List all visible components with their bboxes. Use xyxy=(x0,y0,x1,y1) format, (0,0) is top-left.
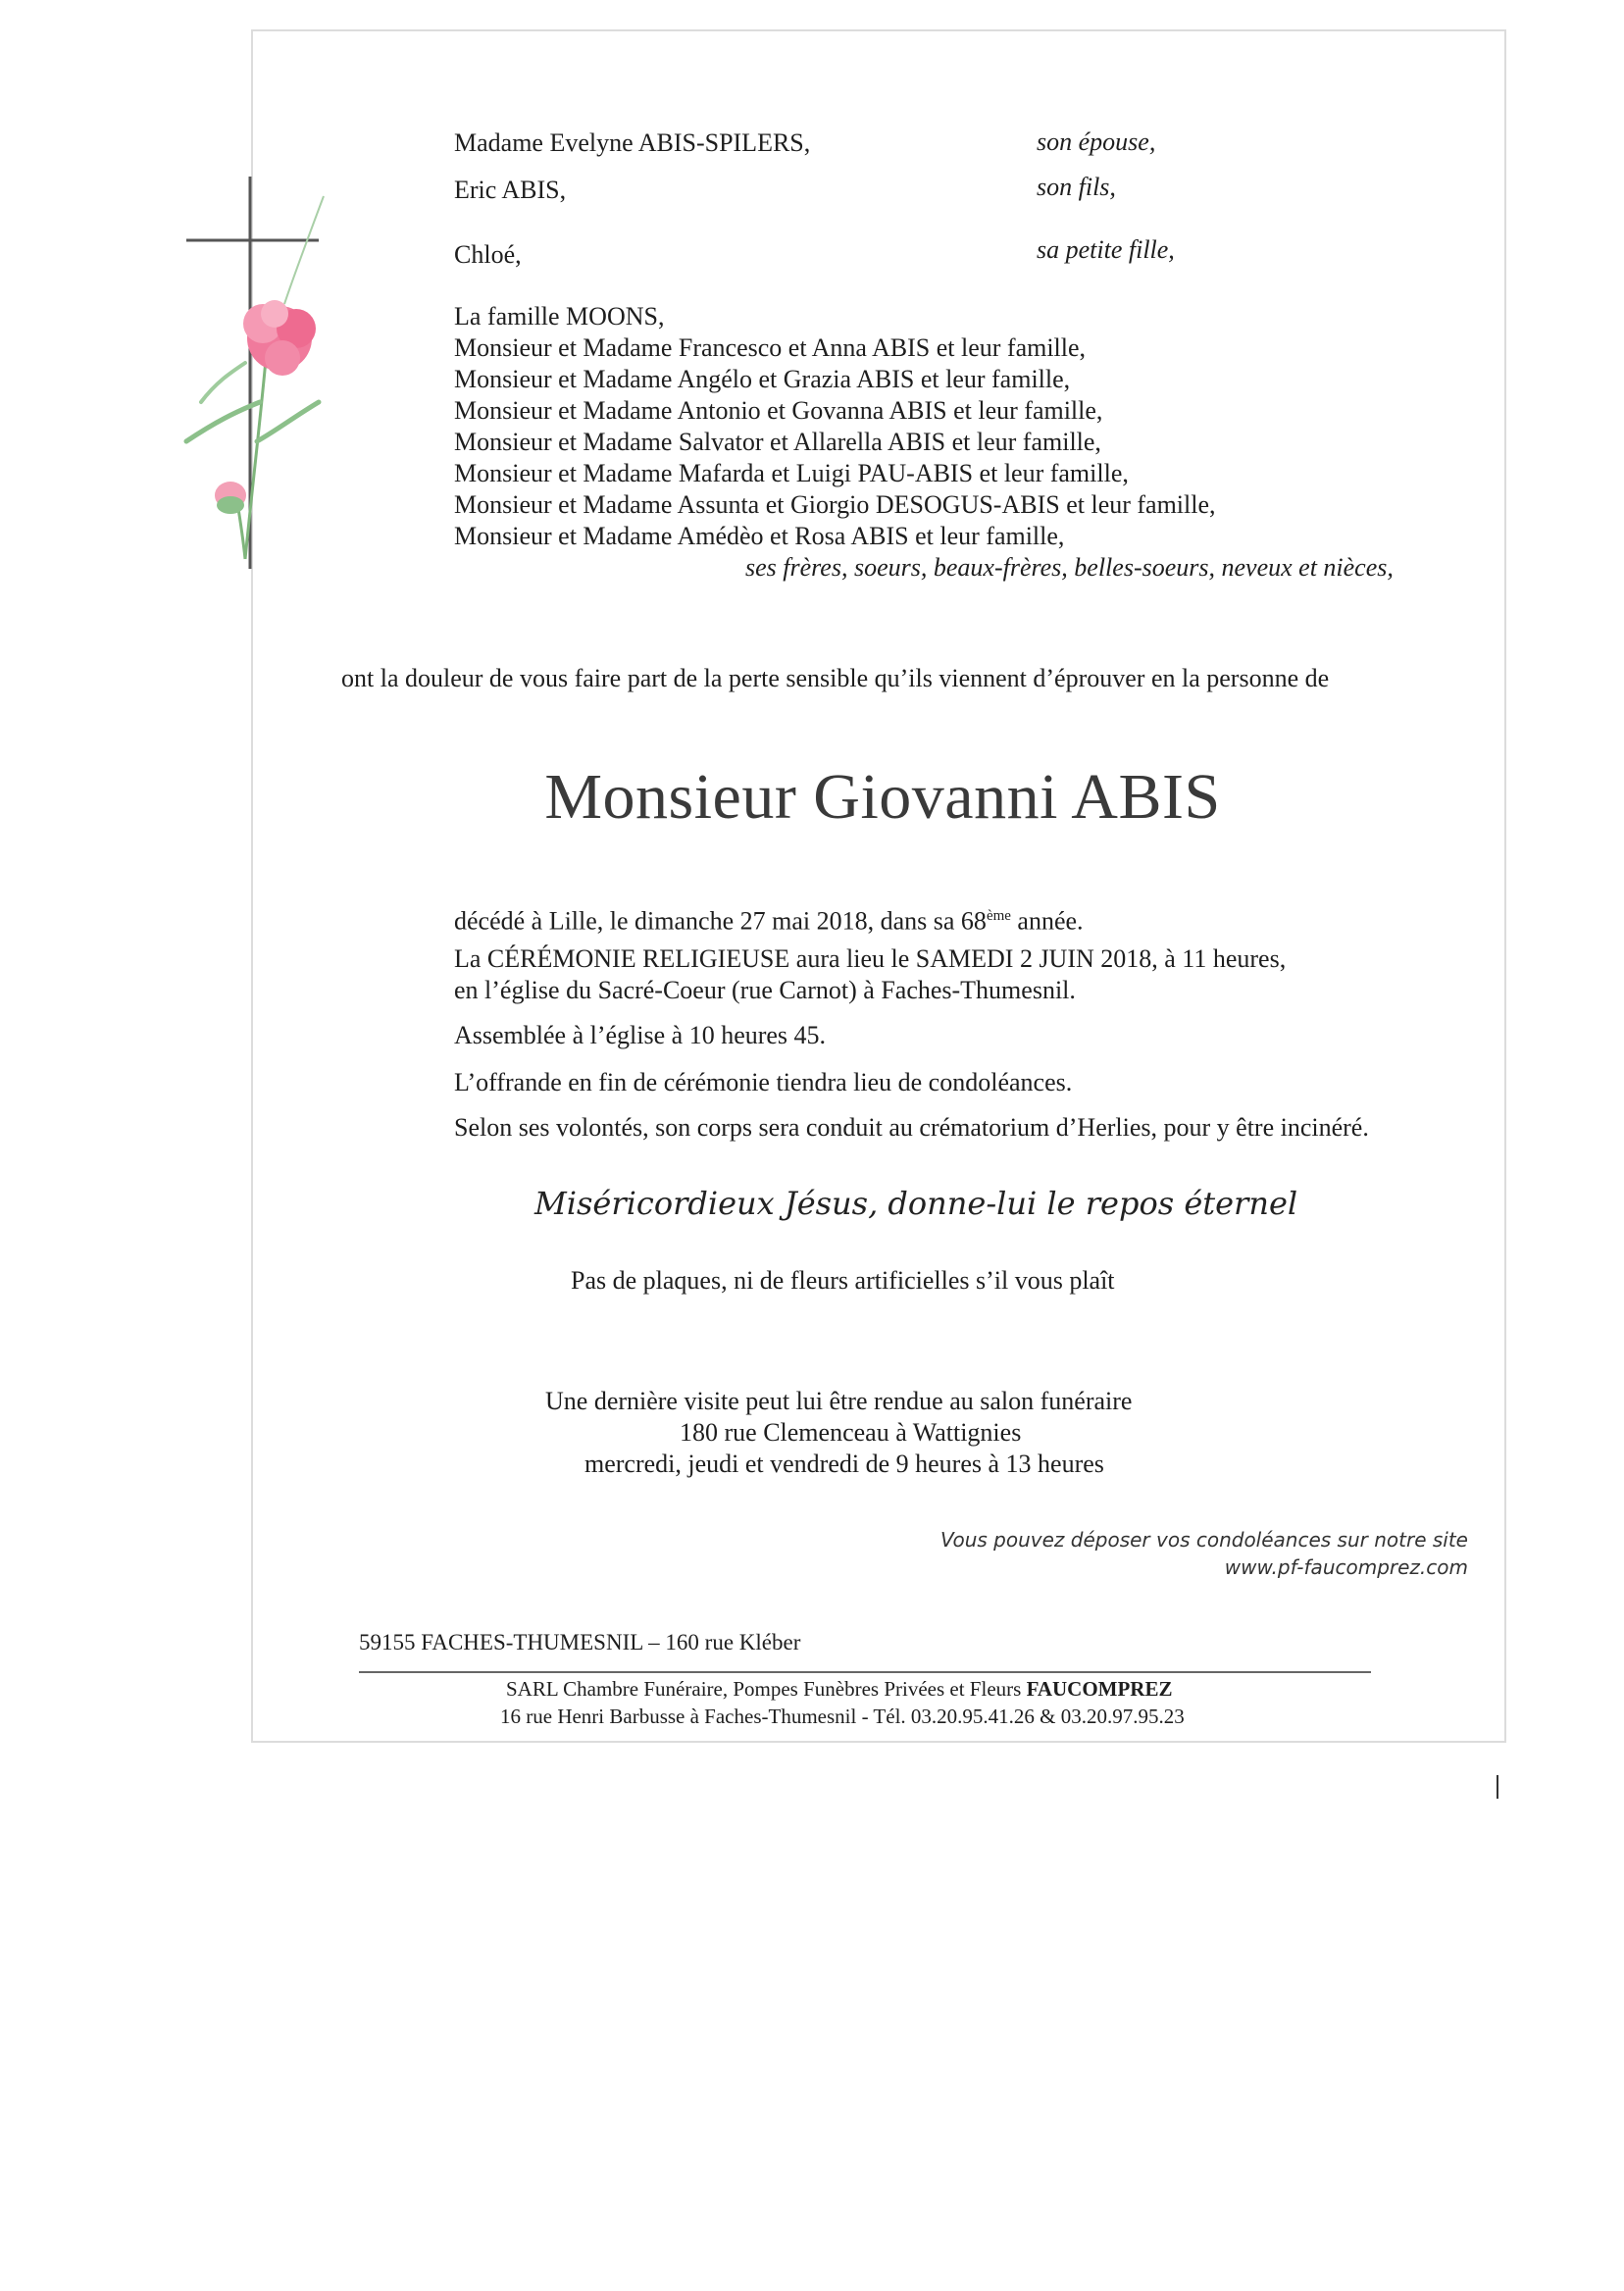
condolences-site-link[interactable]: www.pf-faucomprez.com xyxy=(1224,1555,1468,1579)
announcement: ont la douleur de vous faire part de la perte sensible qu’ils viennent d’éprouver en la personne de xyxy=(341,664,1330,692)
company-prefix: SARL Chambre Funéraire, Pompes Funèbres Privées et Fleurs xyxy=(506,1677,1027,1701)
page-frame xyxy=(251,29,1506,1743)
family-line: Monsieur et Madame Assunta et Giorgio DESOGUS-ABIS et leur famille, xyxy=(454,490,1216,519)
visit-line-2: 180 rue Clemenceau à Wattignies xyxy=(680,1418,1022,1447)
assembly-info: Assemblée à l’église à 10 heures 45. xyxy=(454,1021,827,1049)
cremation-info: Selon ses volontés, son corps sera conduit au crématorium d’Herlies, pour y être incinéré. xyxy=(454,1113,1369,1142)
death-prefix: décédé à Lille, le dimanche 27 mai 2018, dans sa 68 xyxy=(454,906,987,936)
granddaughter-role: sa petite fille, xyxy=(1037,235,1175,264)
spouse-role: son épouse, xyxy=(1037,127,1156,156)
family-list-role: ses frères, soeurs, beaux-frères, belles-soeurs, neveux et nièces, xyxy=(745,553,1394,582)
son-role: son fils, xyxy=(1037,173,1116,201)
prayer: Miséricordieux Jésus, donne-lui le repos éternel xyxy=(534,1185,1298,1222)
company-contact: 16 rue Henri Barbusse à Faches-Thumesnil - Tél. 03.20.95.41.26 & 03.20.97.95.23 xyxy=(500,1705,1185,1728)
condolences-text: Vous pouvez déposer vos condoléances sur notre site xyxy=(939,1528,1468,1552)
ceremony-line-1: La CÉRÉMONIE RELIGIEUSE aura lieu le SAMEDI 2 JUIN 2018, à 11 heures, xyxy=(454,944,1287,973)
family-line: La famille MOONS, xyxy=(454,302,665,331)
granddaughter-name: Chloé, xyxy=(454,240,522,269)
deceased-name: Monsieur Giovanni ABIS xyxy=(544,761,1221,833)
ceremony-line-2: en l’église du Sacré-Coeur (rue Carnot) à Faches-Thumesnil. xyxy=(454,976,1076,1004)
family-line: Monsieur et Madame Angélo et Grazia ABIS et leur famille, xyxy=(454,365,1071,393)
offering-info: L’offrande en fin de cérémonie tiendra lieu de condoléances. xyxy=(454,1068,1073,1096)
death-ordinal-sup: ème xyxy=(986,908,1011,924)
no-flowers-notice: Pas de plaques, ni de fleurs artificielles s’il vous plaît xyxy=(571,1266,1115,1295)
family-line: Monsieur et Madame Francesco et Anna ABIS et leur famille, xyxy=(454,333,1087,362)
company-name: FAUCOMPREZ xyxy=(1026,1677,1173,1701)
visit-line-1: Une dernière visite peut lui être rendue au salon funéraire xyxy=(545,1387,1133,1415)
office-address: 59155 FACHES-THUMESNIL – 160 rue Kléber xyxy=(359,1630,801,1655)
death-suffix: année. xyxy=(1010,906,1084,936)
family-line: Monsieur et Madame Amédèo et Rosa ABIS et leur famille, xyxy=(454,522,1065,550)
son-name: Eric ABIS, xyxy=(454,176,567,204)
visit-line-3: mercredi, jeudi et vendredi de 9 heures à 13 heures xyxy=(584,1450,1104,1478)
footer-divider xyxy=(359,1671,1371,1673)
scan-mark xyxy=(1497,1775,1498,1799)
family-line: Monsieur et Madame Antonio et Govanna ABIS et leur famille, xyxy=(454,396,1103,425)
family-line: Monsieur et Madame Salvator et Allarella ABIS et leur famille, xyxy=(454,428,1101,456)
company-line xyxy=(506,1677,1173,1702)
cross-with-carnation-icon xyxy=(177,167,373,579)
death-info xyxy=(454,900,1084,938)
spouse-name: Madame Evelyne ABIS-SPILERS, xyxy=(454,128,811,157)
family-line: Monsieur et Madame Mafarda et Luigi PAU-ABIS et leur famille, xyxy=(454,459,1129,487)
